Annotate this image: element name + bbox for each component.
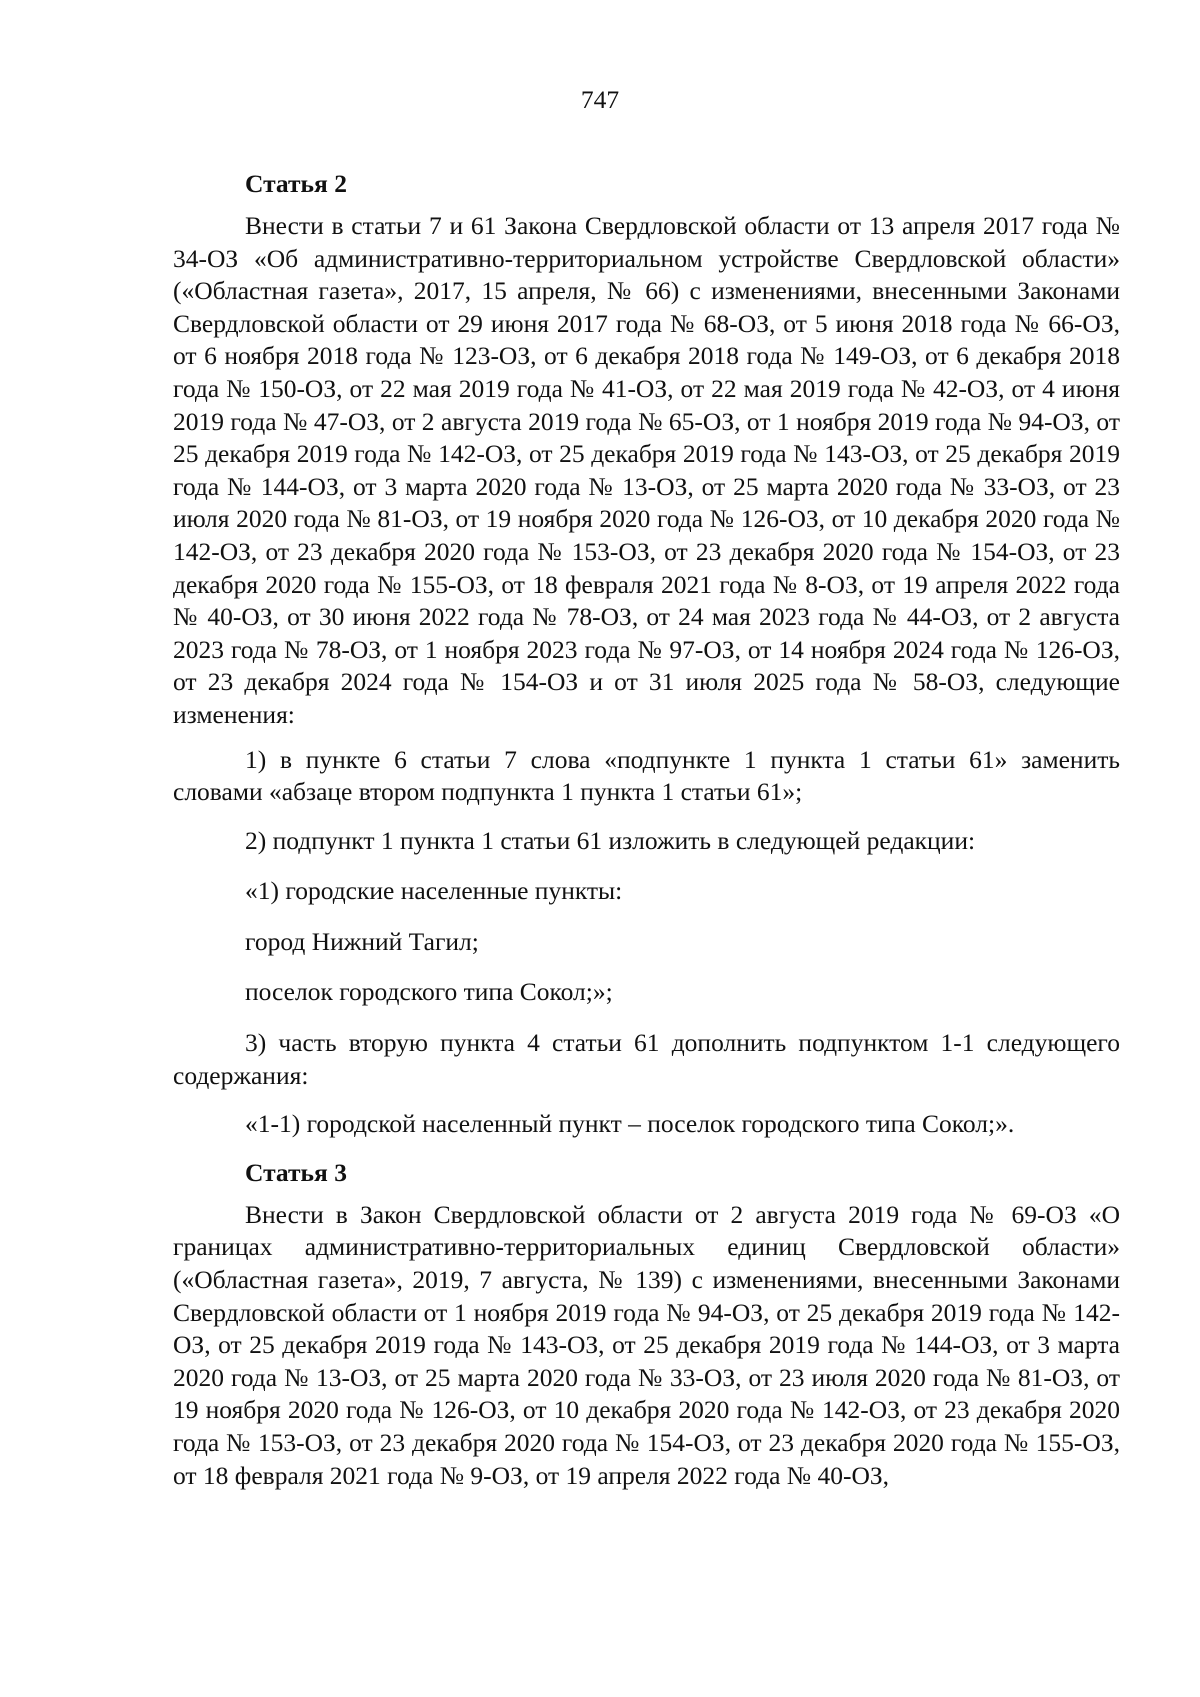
article-2-item-3-line-1: «1-1) городской населенный пункт – поселок городского типа Сокол;». bbox=[245, 1109, 1015, 1139]
page-number: 747 bbox=[580, 85, 620, 114]
article-2-item-3: 3) часть вторую пункта 4 статьи 61 дополнить подпунктом 1-1 следующего содержания: bbox=[173, 1028, 1120, 1090]
article-2-intro: Внести в статьи 7 и 61 Закона Свердловской области от 13 апреля 2017 года № 34-ОЗ «Об административно-территориальном устройстве Свердловской области» («Областная газета», 2017, 15 апреля, № 66) с изменениями, внесенными Законами Свердловской области от 29 июня 2017 года № 68-ОЗ, от 5 июня 2018 года № 66-ОЗ, от 6 ноября 2018 года № 123-ОЗ, от 6 декабря 2018 года № 149-ОЗ, от 6 декабря 2018 года № 150-ОЗ, от 22 мая 2019 года № 41-ОЗ, от 22 мая 2019 года № 42-ОЗ, от 4 июня 2019 года № 47-ОЗ, от 2 августа 2019 года № 65-ОЗ, от 1 ноября 2019 года № 94-ОЗ, от 25 декабря 2019 года № 142-ОЗ, от 25 декабря 2019 года № 143-ОЗ, от 25 декабря 2019 года № 144-ОЗ, от 3 марта 2020 года № 13-ОЗ, от 25 марта 2020 года № 33-ОЗ, от 23 июля 2020 года № 81-ОЗ, от 19 ноября 2020 года № 126-ОЗ, от 10 декабря 2020 года № 142-ОЗ, от 23 декабря 2020 года № 153-ОЗ, от 23 декабря 2020 года № 154-ОЗ, от 23 декабря 2020 года № 155-ОЗ, от 18 февраля 2021 года № 8-ОЗ, от 19 апреля 2022 года № 40-ОЗ, от 30 июня 2022 года № 78-ОЗ, от 24 мая 2023 года № 44-ОЗ, от 2 августа 2023 года № 78-ОЗ, от 1 ноября 2023 года № 97-ОЗ, от 14 ноября 2024 года № 126-ОЗ, от 23 декабря 2024 года № 154-ОЗ и от 31 июля 2025 года № 58-ОЗ, следующие изменения: bbox=[173, 211, 1120, 729]
document-body bbox=[173, 168, 1120, 1504]
article-2-item-1: 1) в пункте 6 статьи 7 слова «подпункте 1 пункта 1 статьи 61» заменить словами «абзаце втором подпункта 1 пункта 1 статьи 61»; bbox=[173, 744, 1120, 807]
article-2-item-2: 2) подпункт 1 пункта 1 статьи 61 изложить в следующей редакции: bbox=[245, 825, 976, 855]
article-2-item-2-line-3: поселок городского типа Сокол;»; bbox=[245, 977, 613, 1007]
article-3-heading: Статья 3 bbox=[245, 1157, 347, 1187]
article-2-heading: Статья 2 bbox=[245, 169, 347, 198]
article-2-item-2-line-2: город Нижний Тагил; bbox=[245, 926, 479, 956]
article-2-item-2-line-1: «1) городские населенные пункты: bbox=[245, 876, 623, 906]
article-3-intro: Внести в Закон Свердловской области от 2 августа 2019 года № 69-ОЗ «О границах административно-территориальных единиц Свердловской области» («Областная газета», 2019, 7 августа, № 139) с изменениями, внесенными Законами Свердловской области от 1 ноября 2019 года № 94-ОЗ, от 25 декабря 2019 года № 142-ОЗ, от 25 декабря 2019 года № 143-ОЗ, от 25 декабря 2019 года № 144-ОЗ, от 3 марта 2020 года № 13-ОЗ, от 25 марта 2020 года № 33-ОЗ, от 23 июля 2020 года № 81-ОЗ, от 19 ноября 2020 года № 126-ОЗ, от 10 декабря 2020 года № 142-ОЗ, от 23 декабря 2020 года № 153-ОЗ, от 23 декабря 2020 года № 154-ОЗ, от 23 декабря 2020 года № 155-ОЗ, от 18 февраля 2021 года № 9-ОЗ, от 19 апреля 2022 года № 40-ОЗ, bbox=[173, 1199, 1120, 1490]
